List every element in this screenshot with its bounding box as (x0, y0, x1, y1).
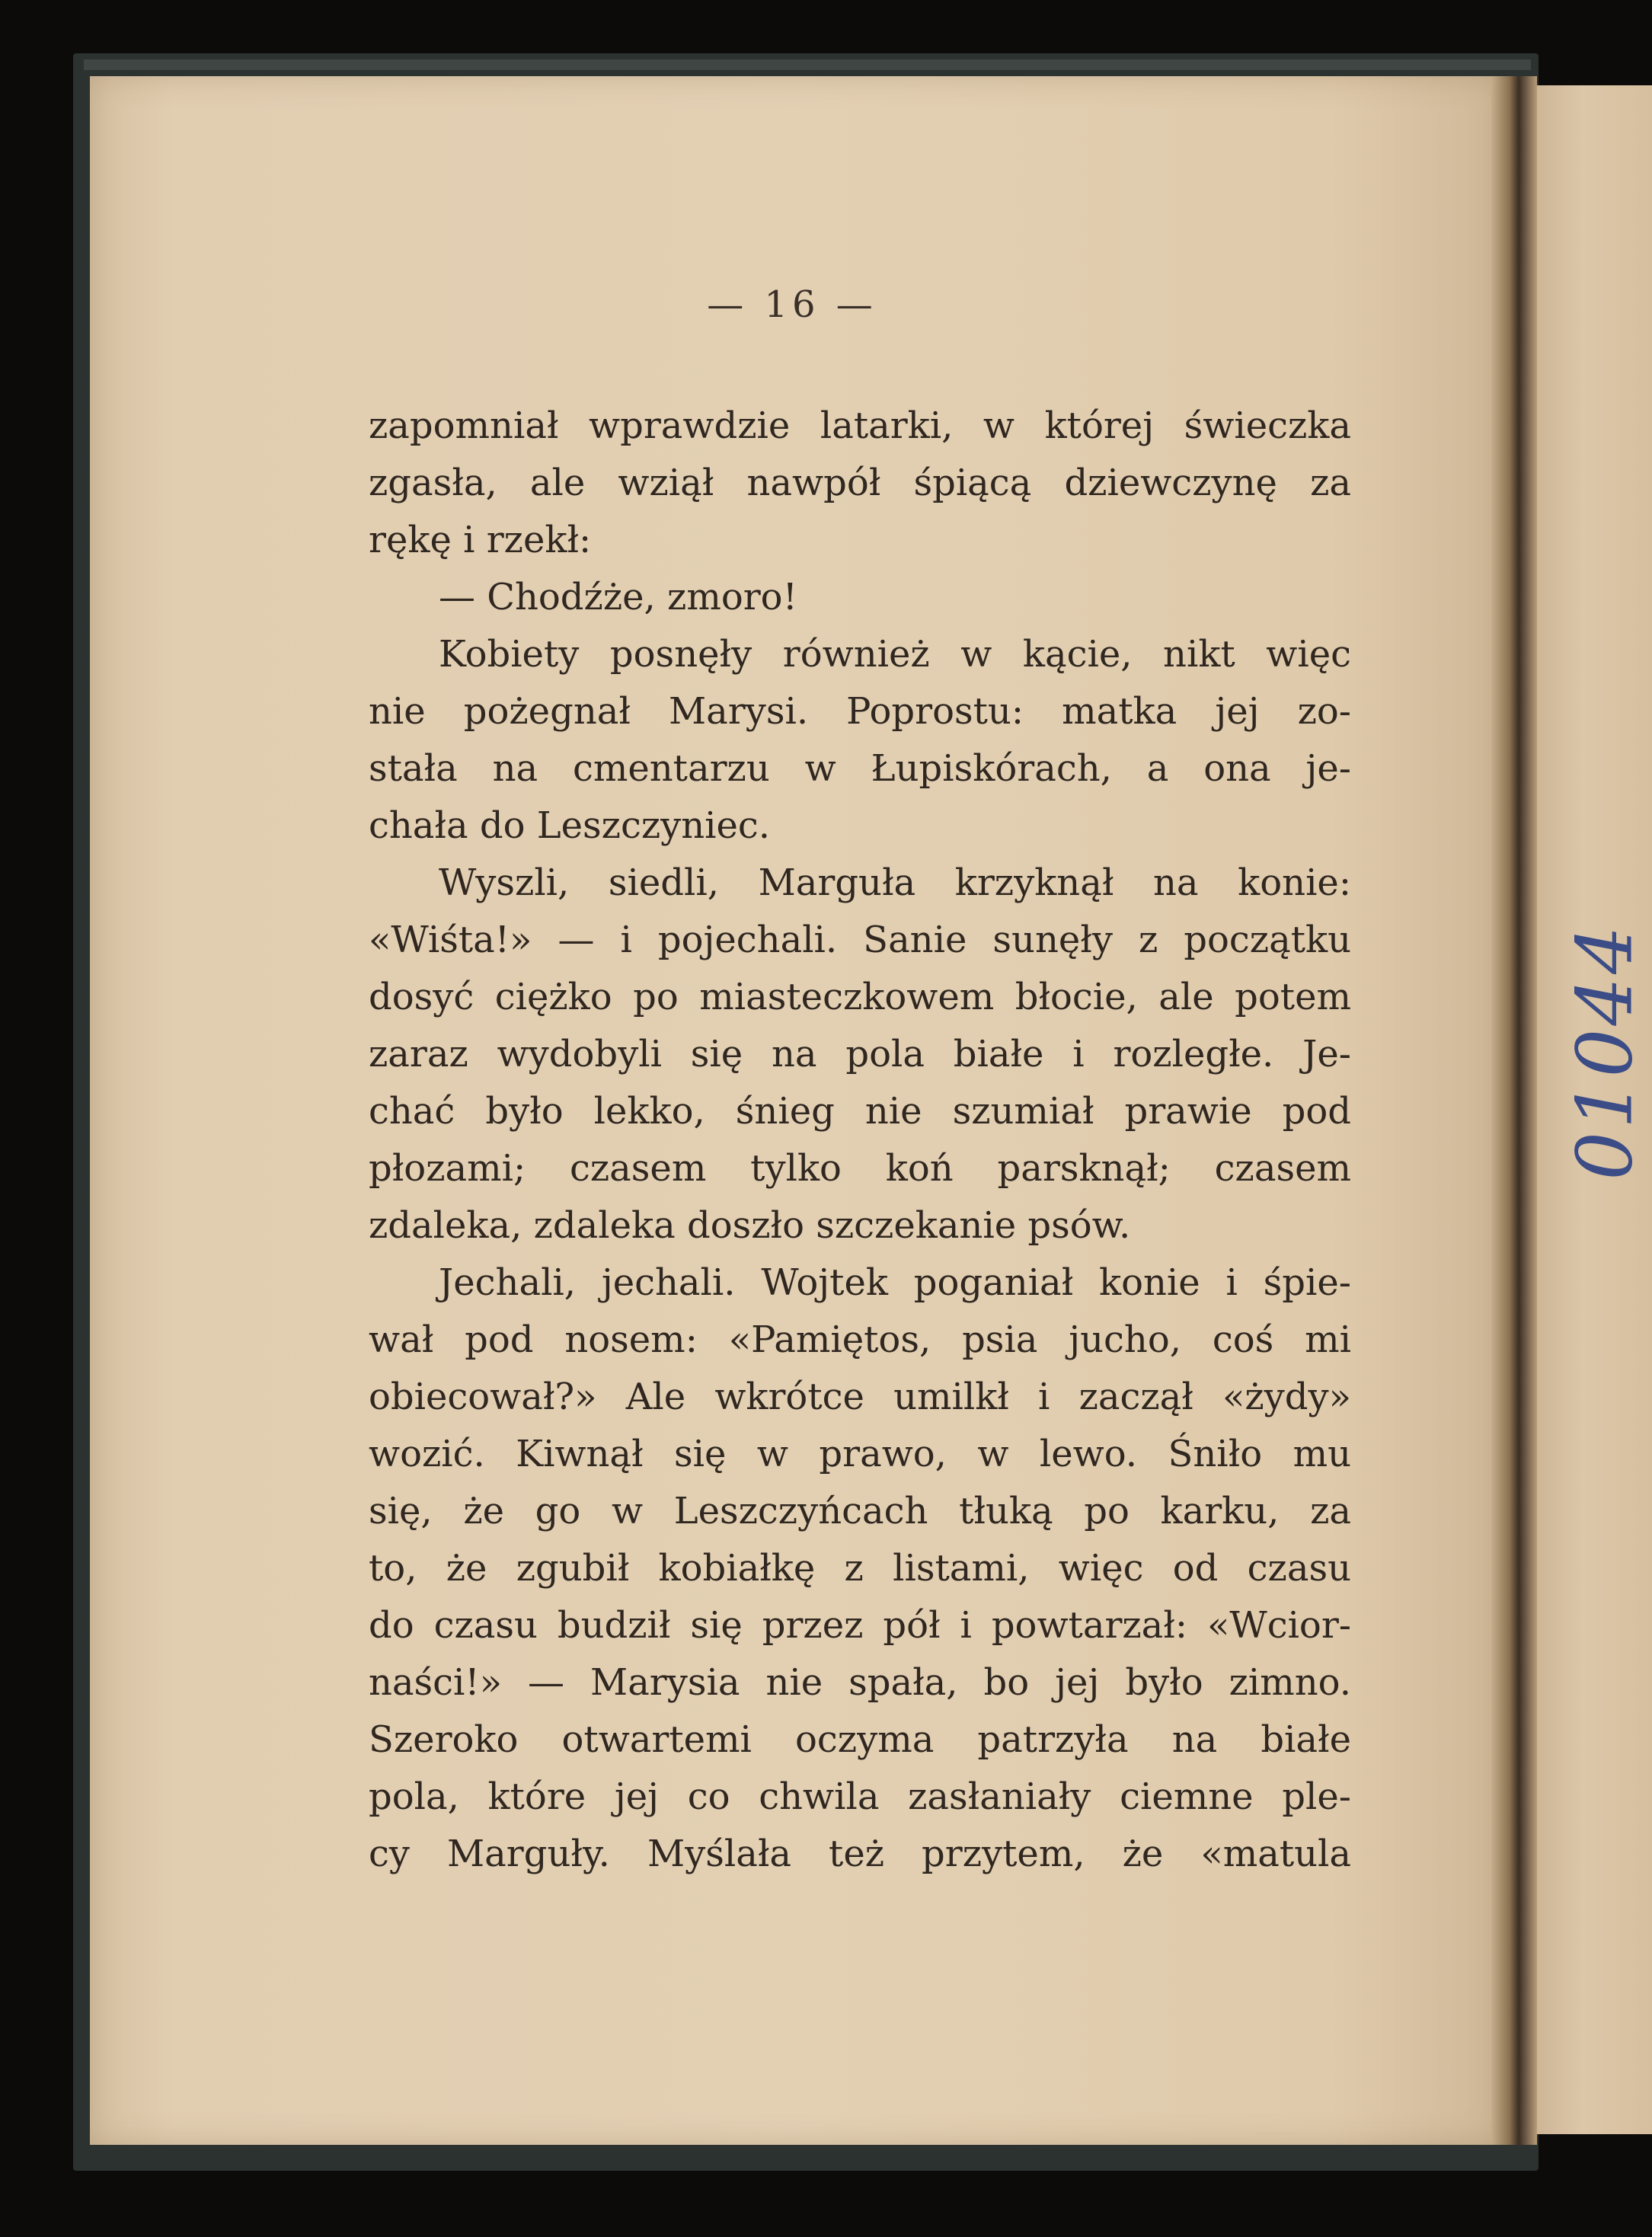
text-line: chać było lekko, śnieg nie szumiał prawie pod (369, 1090, 1351, 1133)
text-line: naści!» — Marysia nie spała, bo jej było zimno. (369, 1661, 1351, 1704)
text-line: «Wiśta!» — i pojechali. Sanie sunęły z początku (369, 919, 1351, 961)
cover-edge (84, 59, 1531, 70)
text-line: rękę i rzekł: (369, 519, 592, 561)
text-line: pola, które jej co chwila zasłaniały ciemne ple- (369, 1775, 1351, 1818)
text-line: Jechali, jechali. Wojtek poganiał konie i śpie- (439, 1261, 1351, 1304)
text-line: Szeroko otwartemi oczyma patrzyła na białe (369, 1718, 1351, 1761)
text-line: stała na cmentarzu w Łupiskórach, a ona je- (369, 747, 1351, 790)
text-line: nie pożegnał Marysi. Poprostu: matka jej zo- (369, 690, 1351, 733)
text-line: wał pod nosem: «Pamiętos, psia jucho, coś mi (369, 1318, 1351, 1361)
text-line: wozić. Kiwnął się w prawo, w lewo. Śniło mu (369, 1433, 1351, 1475)
body-text (369, 398, 1351, 1883)
handwritten-number-text: 01044 (1560, 922, 1650, 1181)
text-line: zaraz wydobyli się na pola białe i rozległe. Je- (369, 1033, 1351, 1075)
text-line: Kobiety posnęły również w kącie, nikt więc (439, 633, 1351, 676)
text-line: dosyć ciężko po miasteczkowem błocie, ale potem (369, 976, 1351, 1018)
handwritten-catalog-number (1560, 884, 1650, 1219)
text-line: cy Marguły. Myślała też przytem, że «matula (369, 1833, 1351, 1875)
book-gutter (1491, 76, 1537, 2145)
text-line: się, że go w Leszczyńcach tłuką po karku, za (369, 1490, 1351, 1532)
text-line: obiecował?» Ale wkrótce umilkł i zaczął «żydy» (369, 1376, 1351, 1418)
text-line: chała do Leszczyniec. (369, 804, 771, 847)
text-line: zapomniał wprawdzie latarki, w której świeczka (369, 404, 1351, 447)
text-line: płozami; czasem tylko koń parsknął; czasem (369, 1147, 1351, 1190)
text-line: Wyszli, siedli, Marguła krzyknął na konie: (439, 861, 1351, 904)
text-line: zdaleka, zdaleka doszło szczekanie psów. (369, 1204, 1131, 1247)
text-line: do czasu budził się przez pół i powtarzał: «Wcior- (369, 1604, 1351, 1647)
text-line: zgasła, ale wziął nawpół śpiącą dziewczynę za (369, 462, 1351, 504)
text-line: — Chodźże, zmoro! (439, 576, 797, 618)
page-number: — 16 — (707, 283, 877, 326)
text-line: to, że zgubił kobiałkę z listami, więc od czasu (369, 1547, 1351, 1590)
